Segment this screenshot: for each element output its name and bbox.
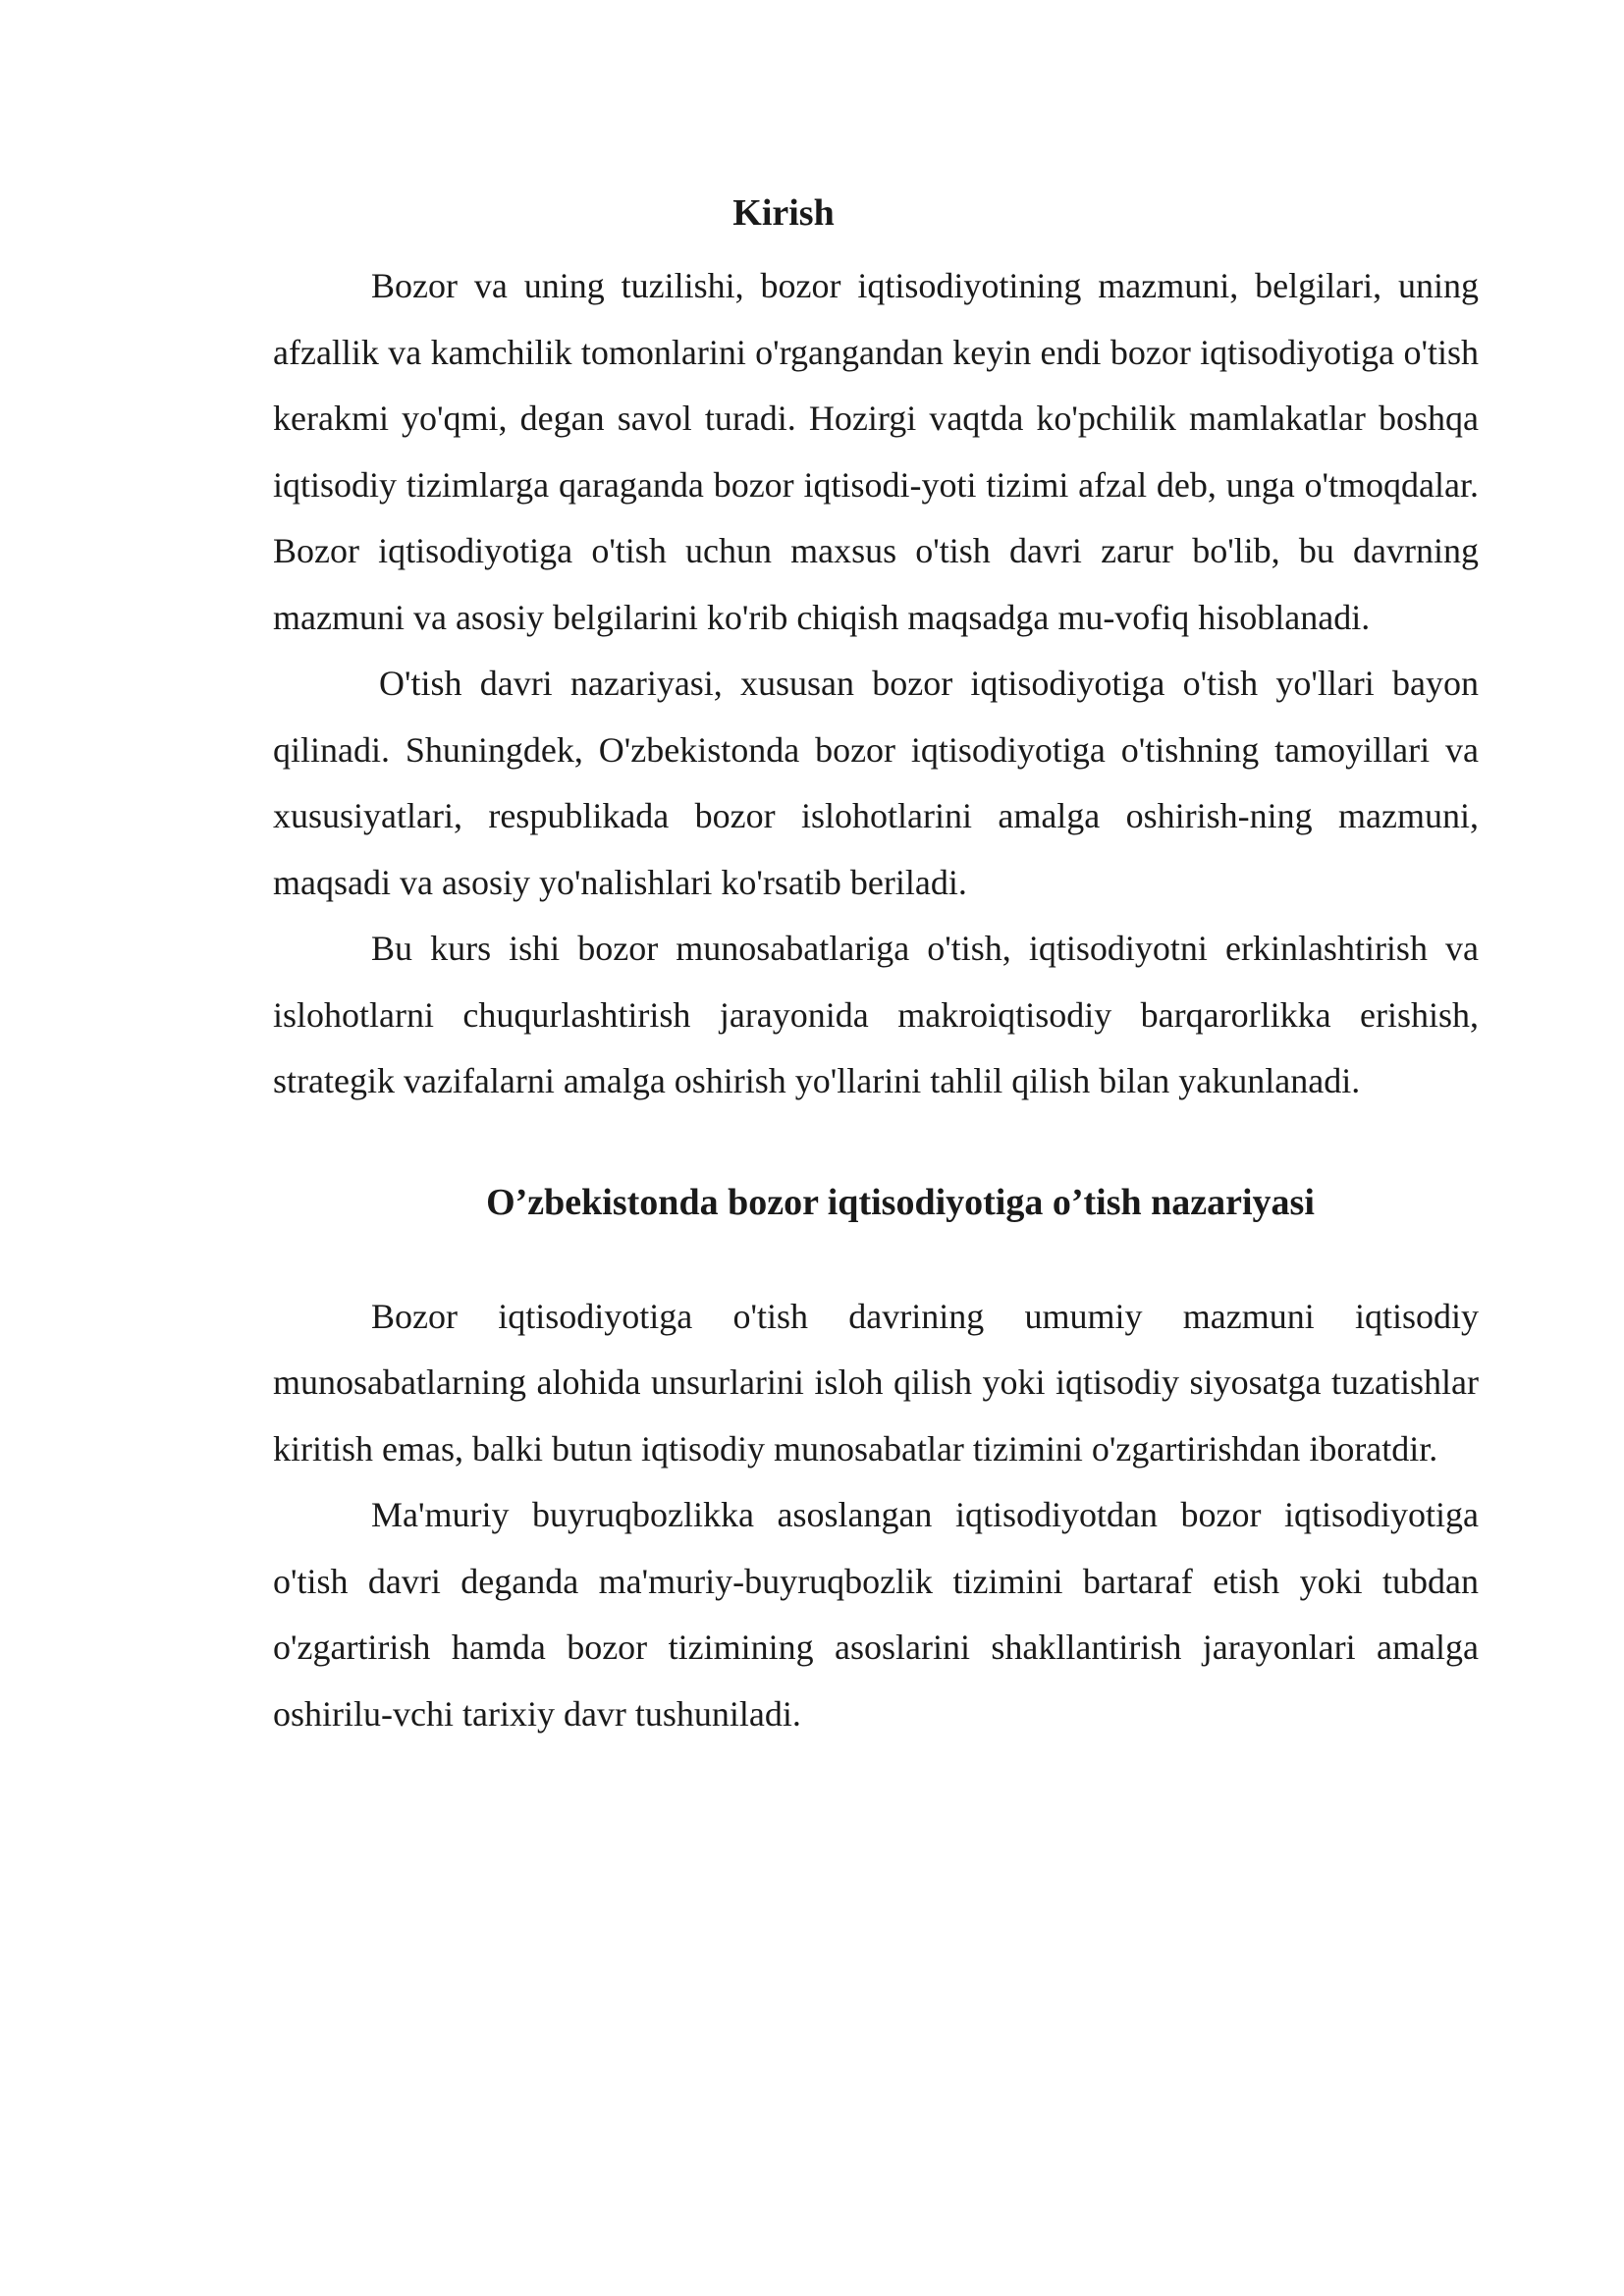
paragraph: Ma'muriy buyruqbozlikka asoslangan iqtisodiyotdan bozor iqtisodiyotiga o'tish davri deganda ma'muriy-buyruqbozlik tizimini bartaraf etish yoki tubdan o'zgartirish hamda bozor tizimining asoslarini shakllantirish jarayonlari amalga oshirilu-vchi tarixiy davr tushuniladi. <box>273 1495 1479 1734</box>
paragraph: Bozor iqtisodiyotiga o'tish davrining umumiy mazmuni iqtisodiy munosabatlarning alohida unsurlarini isloh qilish yoki iqtisodiy siyosatga tuzatishlar kiritish emas, balki butun iqtisodiy munosabatlar tizimini o'zgartirishdan iboratdir. <box>273 1296 1479 1468</box>
section-title-nazariya: O’zbekistonda bozor iqtisodiyotiga o’tish nazariyasi <box>486 1181 1315 1223</box>
paragraph: Bozor va uning tuzilishi, bozor iqtisodiyotining mazmuni, belgilari, uning afzallik va kamchilik tomonlarini o'rgangandan keyin endi bozor iqtisodiyotiga o'tish kerakmi yo'qmi, degan savol turadi. Hozirgi vaqtda ko'pchilik mamlakatlar boshqa iqtisodiy tizimlarga qaraganda bozor iqtisodi-yoti tizimi afzal deb, unga o'tmoqdalar. Bozor iqtisodiyotiga o'tish uchun maxsus o'tish davri zarur bo'lib, bu davrning mazmuni va asosiy belgilarini ko'rib chiqish maqsadga mu-vofiq hisoblanadi. <box>273 266 1479 637</box>
paragraph: O'tish davri nazariyasi, xususan bozor iqtisodiyotiga o'tish yo'llari bayon qilinadi. Shuningdek, O'zbekistonda bozor iqtisodiyotiga o'tishning tamoyillari va xususiyatlari, respublikada bozor islohotlarini amalga oshirish-ning mazmuni, maqsadi va asosiy yo'nalishlari ko'rsatib beriladi. <box>273 664 1479 902</box>
section-title-kirish: Kirish <box>732 192 835 234</box>
document-body <box>273 187 1479 1747</box>
paragraph: Bu kurs ishi bozor munosabatlariga o'tish, iqtisodiyotni erkinlashtirish va islohotlarni chuqurlashtirish jarayonida makroiqtisodiy barqarorlikka erishish, strategik vazifalarni amalga oshirish yo'llarini tahlil qilish bilan yakunlanadi. <box>273 929 1479 1100</box>
